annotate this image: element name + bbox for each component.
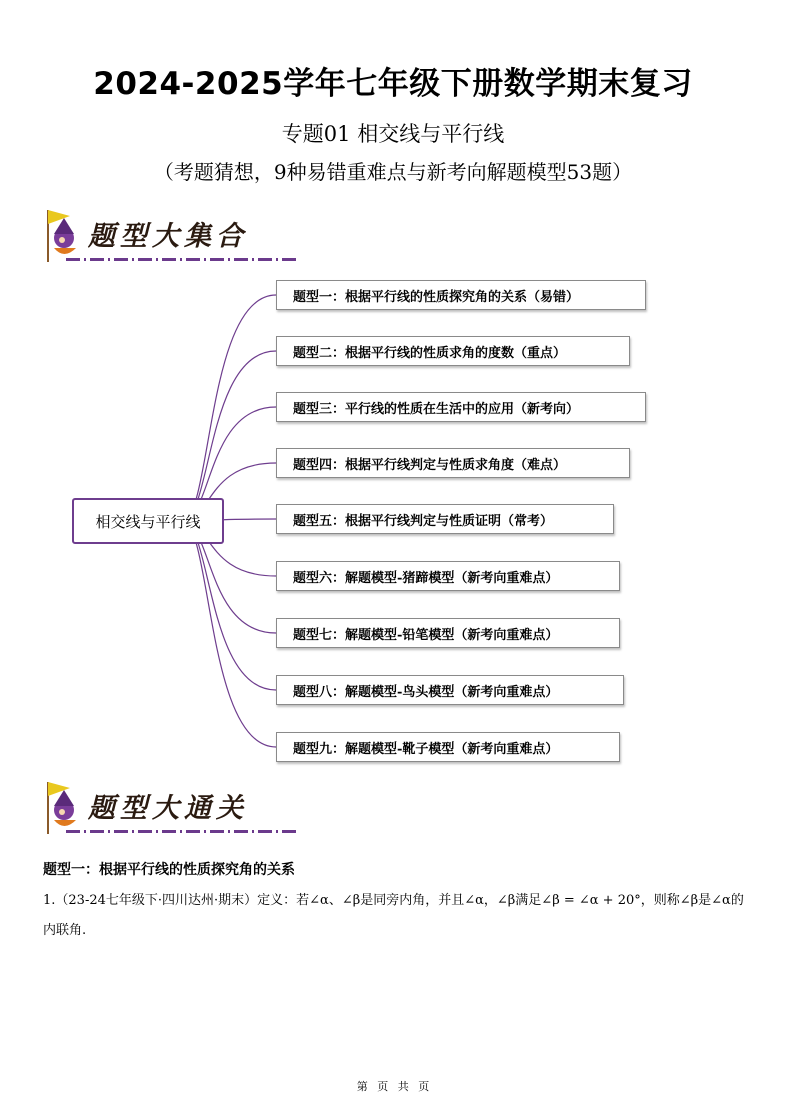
mindmap-node-2: 题型二：根据平行线的性质求角的度数（重点）	[276, 336, 630, 366]
mindmap-node-1: 题型一：根据平行线的性质探究角的关系（易错）	[276, 280, 646, 310]
mindmap-node-5: 题型五：根据平行线判定与性质证明（常考）	[276, 504, 614, 534]
mindmap-node-9: 题型九：解题模型-靴子模型（新考向重难点）	[276, 732, 620, 762]
document-subtitle: 专题01 相交线与平行线	[281, 122, 505, 146]
question-1-text: 1.（23-24七年级下·四川达州·期末）定义：若∠α、∠β是同旁内角，并且∠α，∠β满足∠β = ∠α + 20°，则称∠β是∠α的内联角.	[43, 893, 744, 938]
banner-question-practice-text: 题型大通关	[88, 793, 248, 824]
page-footer: 第 页 共 页	[356, 1080, 430, 1093]
document-subtitle-note: （考题猜想，9种易错重难点与新考向解题模型53题）	[153, 160, 633, 184]
mindmap-node-7: 题型七：解题模型-铅笔模型（新考向重难点）	[276, 618, 620, 648]
mindmap-connector-8	[182, 521, 276, 690]
banner-underline	[66, 830, 296, 833]
section-heading: 题型一：根据平行线的性质探究角的关系	[43, 862, 295, 878]
banner-question-practice	[38, 776, 268, 840]
mindmap-connector-1	[182, 295, 276, 521]
mindmap-node-6: 题型六：解题模型-猪蹄模型（新考向重难点）	[276, 561, 620, 591]
document-title: 2024-2025学年七年级下册数学期末复习	[93, 66, 693, 102]
mindmap-node-3: 题型三：平行线的性质在生活中的应用（新考向）	[276, 392, 646, 422]
mindmap-center-node: 相交线与平行线	[72, 498, 224, 544]
mindmap-connector-9	[182, 521, 276, 747]
banner-question-types-text: 题型大集合	[88, 221, 248, 252]
mindmap-connector-2	[182, 351, 276, 521]
wizard-flag-icon	[40, 776, 90, 836]
mindmap-node-8: 题型八：解题模型-鸟头模型（新考向重难点）	[276, 675, 624, 705]
mindmap-node-4: 题型四：根据平行线判定与性质求角度（难点）	[276, 448, 630, 478]
